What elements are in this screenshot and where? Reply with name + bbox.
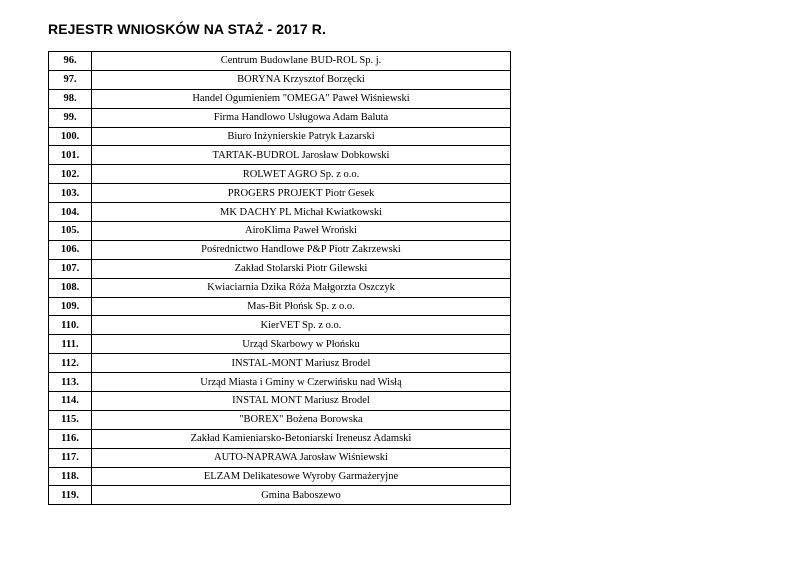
table-row [49,467,511,486]
row-number: 108. [49,278,92,297]
applicant-name: KierVET Sp. z o.o. [92,316,511,335]
row-number: 107. [49,259,92,278]
table-row [49,392,511,411]
applicant-name: Centrum Budowlane BUD-ROL Sp. j. [92,52,511,71]
table-row [49,89,511,108]
page-title: REJESTR WNIOSKÓW NA STAŻ - 2017 R. [48,21,326,37]
applicant-name: Urząd Miasta i Gminy w Czerwińsku nad Wisłą [92,373,511,392]
table-row [49,203,511,222]
applicant-name: Urząd Skarbowy w Płońsku [92,335,511,354]
row-number: 106. [49,240,92,259]
row-number: 116. [49,429,92,448]
applicant-name: MK DACHY PL Michał Kwiatkowski [92,203,511,222]
applicant-name: Pośrednictwo Handlowe P&P Piotr Zakrzewski [92,240,511,259]
row-number: 98. [49,89,92,108]
table-row [49,429,511,448]
row-number: 110. [49,316,92,335]
row-number: 96. [49,52,92,71]
table-row [49,165,511,184]
applicant-name: AiroKlima Paweł Wroński [92,222,511,241]
row-number: 104. [49,203,92,222]
table-row [49,354,511,373]
row-number: 105. [49,222,92,241]
row-number: 109. [49,297,92,316]
applicant-name: Zakład Stolarski Piotr Gilewski [92,259,511,278]
row-number: 112. [49,354,92,373]
applicant-name: "BOREX" Bożena Borowska [92,410,511,429]
table-row [49,316,511,335]
register-table [48,51,511,505]
applicant-name: BORYNA Krzysztof Borzęcki [92,70,511,89]
row-number: 117. [49,448,92,467]
applicant-name: Kwiaciarnia Dzika Róża Małgorzta Oszczyk [92,278,511,297]
row-number: 102. [49,165,92,184]
table-row [49,52,511,71]
applicant-name: AUTO-NAPRAWA Jarosław Wiśniewski [92,448,511,467]
table-row [49,373,511,392]
table-row [49,448,511,467]
table-row [49,297,511,316]
table-row [49,335,511,354]
table-row [49,184,511,203]
row-number: 118. [49,467,92,486]
row-number: 111. [49,335,92,354]
applicant-name: Biuro Inżynierskie Patryk Łazarski [92,127,511,146]
table-row [49,410,511,429]
row-number: 99. [49,108,92,127]
applicant-name: Handel Ogumieniem "OMEGA" Paweł Wiśniewski [92,89,511,108]
table-row [49,222,511,241]
applicant-name: Zakład Kamieniarsko-Betoniarski Ireneusz Adamski [92,429,511,448]
applicant-name: Firma Handlowo Usługowa Adam Baluta [92,108,511,127]
row-number: 119. [49,486,92,505]
row-number: 115. [49,410,92,429]
applicant-name: INSTAL MONT Mariusz Brodel [92,392,511,411]
applicant-name: INSTAL-MONT Mariusz Brodel [92,354,511,373]
table-row [49,70,511,89]
row-number: 97. [49,70,92,89]
table-row [49,146,511,165]
row-number: 114. [49,392,92,411]
applicant-name: TARTAK-BUDROL Jarosław Dobkowski [92,146,511,165]
row-number: 113. [49,373,92,392]
register-table-body [49,52,511,505]
applicant-name: ELZAM Delikatesowe Wyroby Garmażeryjne [92,467,511,486]
table-row [49,240,511,259]
applicant-name: PROGERS PROJEKT Piotr Gesek [92,184,511,203]
applicant-name: Gmina Baboszewo [92,486,511,505]
table-row [49,259,511,278]
table-row [49,127,511,146]
row-number: 103. [49,184,92,203]
table-row [49,278,511,297]
applicant-name: Mas-Bit Płońsk Sp. z o.o. [92,297,511,316]
table-row [49,486,511,505]
row-number: 101. [49,146,92,165]
table-row [49,108,511,127]
applicant-name: ROLWET AGRO Sp. z o.o. [92,165,511,184]
row-number: 100. [49,127,92,146]
